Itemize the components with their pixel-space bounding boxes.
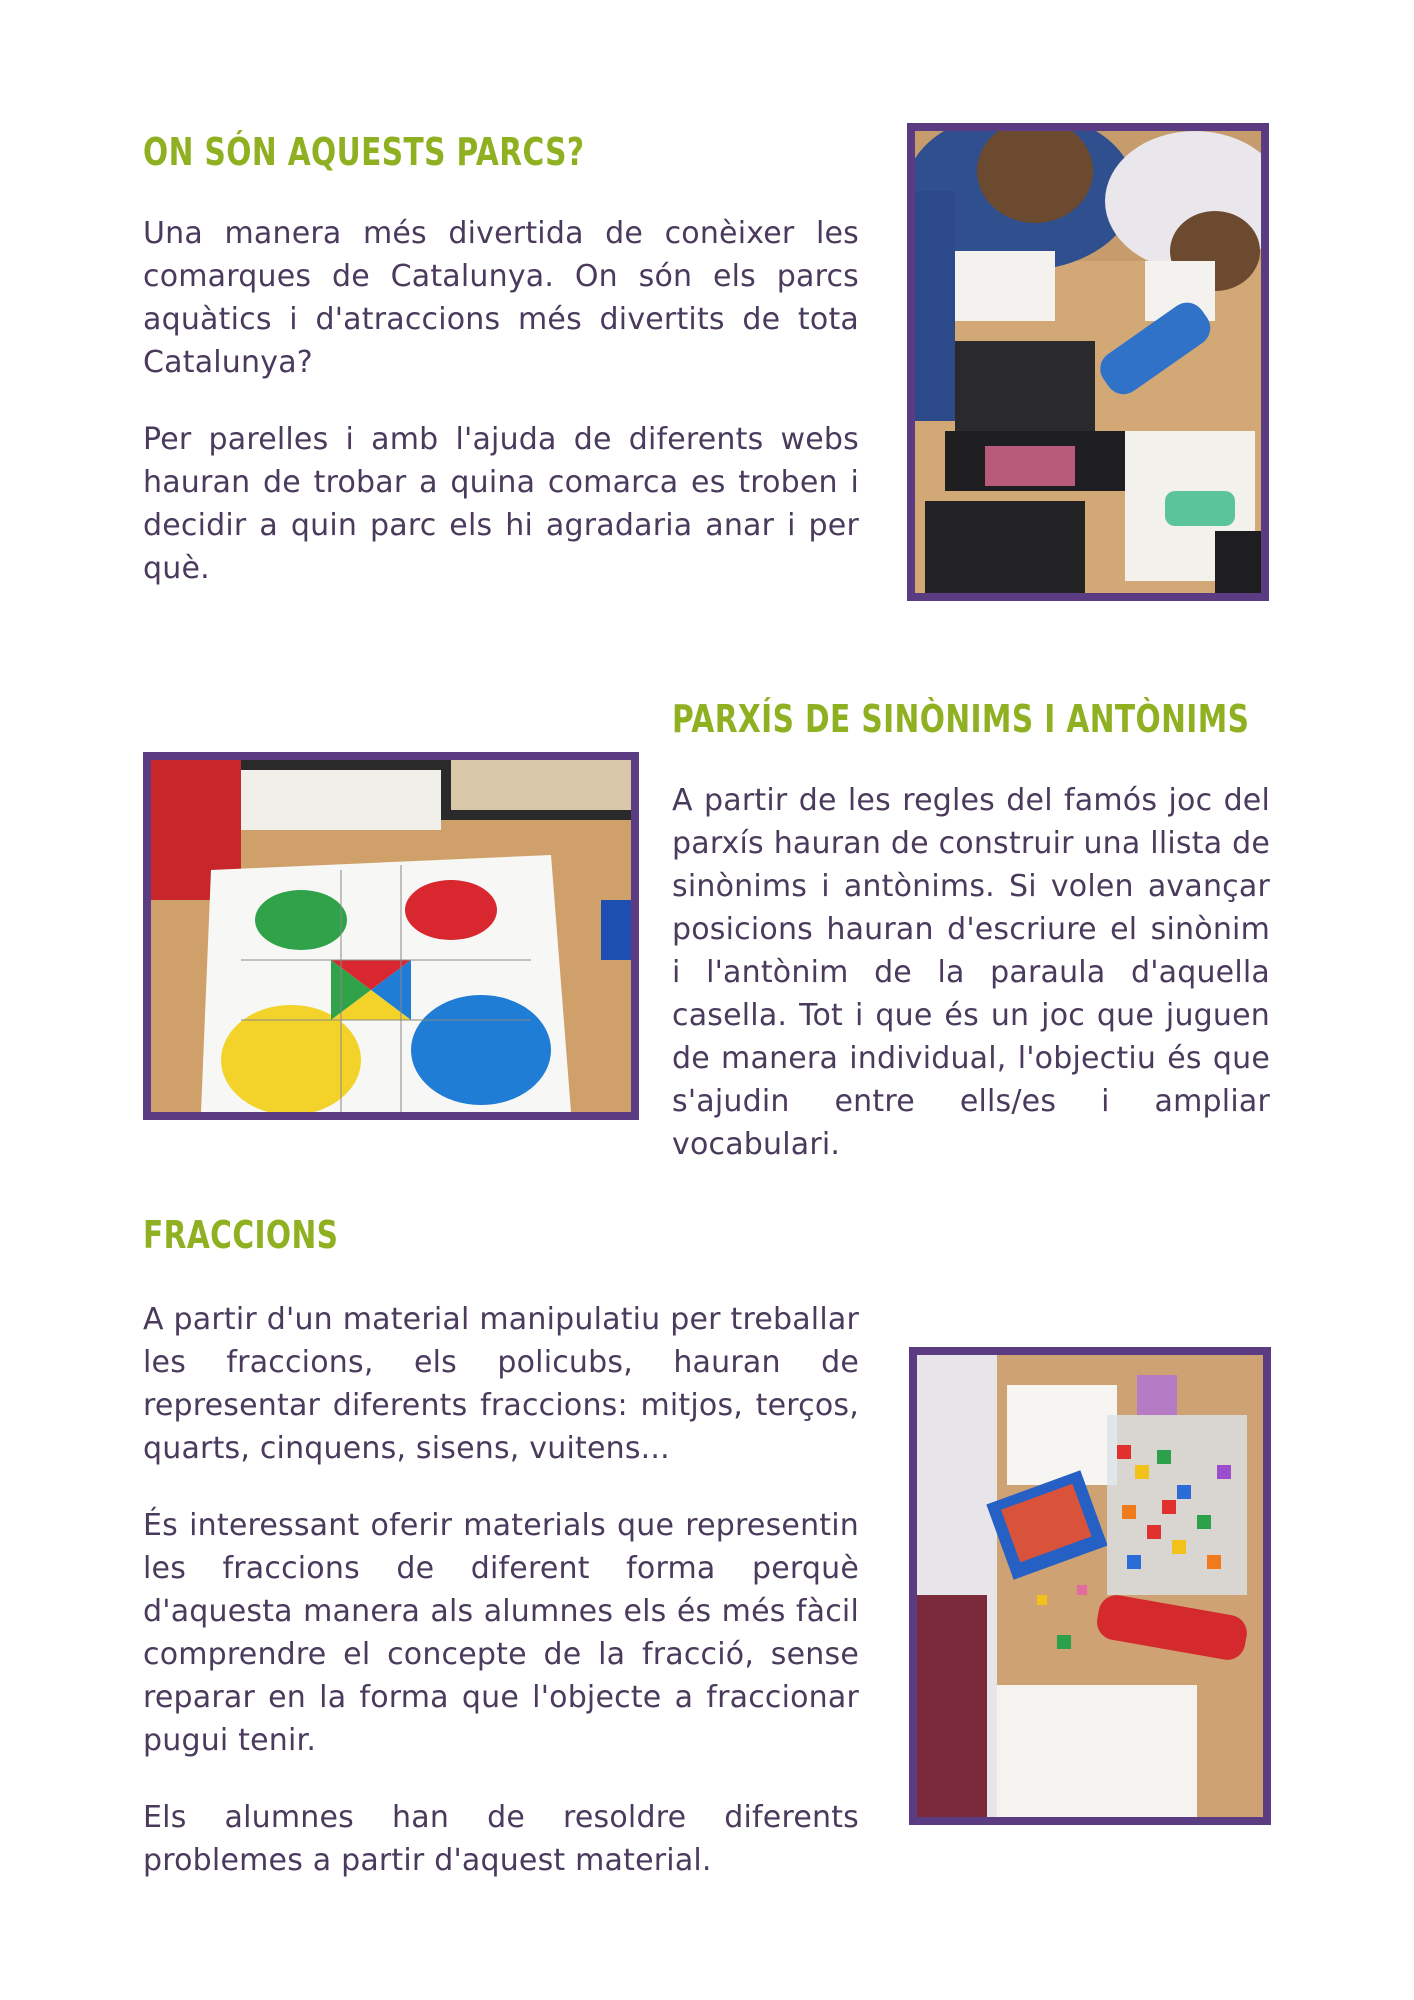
- policubs-photo: [909, 1347, 1271, 1825]
- section-parcs-paragraph-1: Una manera més divertida de conèixer les comarques de Catalunya. On són els parcs aquàtics i d'atraccions més divertits de tota Catalunya?: [143, 216, 859, 380]
- section-fraccions-paragraph-2: És interessant oferir materials que representin les fraccions de diferent forma perquè d'aquesta manera als alumnes els és més fàcil comprendre el concepte de la fracció, sense reparar en la forma que l'objecte a fraccionar pugui tenir.: [143, 1508, 859, 1758]
- students-laptop-photo: [907, 123, 1269, 601]
- section-title-parcs: ON SÓN AQUESTS PARCS?: [143, 130, 585, 174]
- section-parxis-paragraph: A partir de les regles del famós joc del parxís hauran de construir una llista de sinònims i antònims. Si volen avançar posicions hauran d'escriure el sinònim i l'antònim de la paraula d'aquella casella. Tot i que és un joc que juguen de manera individual, l'objectiu és que s'ajudin entre ells/es i ampliar vocabulari.: [672, 783, 1270, 1162]
- section-title-parxis: PARXÍS DE SINÒNIMS I ANTÒNIMS: [672, 697, 1250, 741]
- section-fraccions-paragraph-1: A partir d'un material manipulatiu per treballar les fraccions, els policubs, hauran de representar diferents fraccions: mitjos, terços, quarts, cinquens, sisens, vuitens...: [143, 1302, 859, 1466]
- section-title-fraccions: FRACCIONS: [143, 1213, 339, 1257]
- section-fraccions-paragraph-3: Els alumnes han de resoldre diferents problemes a partir d'aquest material.: [143, 1800, 859, 1878]
- parchis-board-photo: [143, 752, 639, 1120]
- section-parcs-paragraph-2: Per parelles i amb l'ajuda de diferents webs hauran de trobar a quina comarca es troben i decidir a quin parc els hi agradaria anar i per què.: [143, 422, 859, 586]
